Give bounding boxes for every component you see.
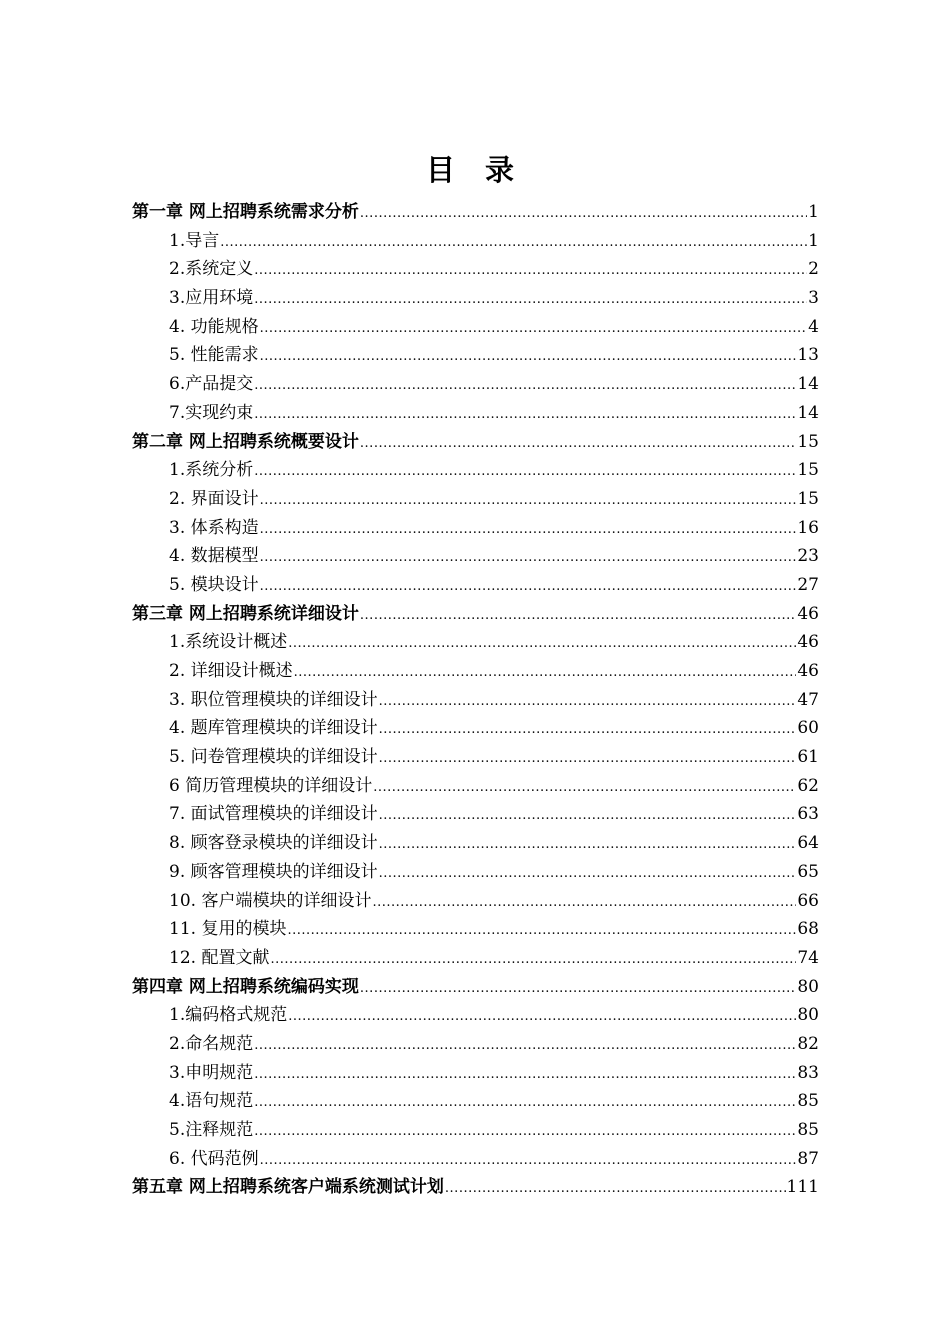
- toc-section-entry[interactable]: [132, 800, 819, 829]
- toc-dot-leader: [260, 544, 797, 573]
- toc-page-number: 61: [797, 747, 819, 768]
- toc-section-entry[interactable]: [132, 456, 819, 485]
- toc-entry-label: 6 简历管理模块的详细设计: [169, 775, 373, 796]
- toc-section-entry[interactable]: [132, 743, 819, 772]
- toc-page-number: 15: [797, 431, 819, 452]
- toc-page-number: 60: [797, 718, 819, 739]
- toc-dot-leader: [445, 1175, 786, 1204]
- toc-entry-label: 4.语句规范: [169, 1091, 254, 1112]
- toc-entry-label: 3.申明规范: [169, 1062, 254, 1083]
- toc-dot-leader: [379, 688, 797, 717]
- toc-chapter-entry[interactable]: [132, 428, 819, 457]
- toc-dot-leader: [260, 573, 797, 602]
- toc-page-number: 74: [797, 947, 819, 968]
- toc-entry-label: 3. 体系构造: [169, 517, 259, 538]
- toc-section-entry[interactable]: [132, 399, 819, 428]
- toc-chapter-entry[interactable]: [132, 973, 819, 1002]
- toc-entry-label: 1.导言: [169, 230, 220, 251]
- toc-section-entry[interactable]: [132, 944, 819, 973]
- toc-dot-leader: [379, 860, 797, 889]
- toc-section-entry[interactable]: [132, 485, 819, 514]
- toc-section-entry[interactable]: [132, 1030, 819, 1059]
- toc-dot-leader: [294, 659, 797, 688]
- toc-dot-leader: [254, 1032, 796, 1061]
- toc-entry-label: 4. 功能规格: [169, 316, 259, 337]
- toc-section-entry[interactable]: [132, 657, 819, 686]
- toc-list: [132, 198, 819, 1202]
- toc-entry-label: 4. 题库管理模块的详细设计: [169, 718, 378, 739]
- toc-entry-label: 1.系统设计概述: [169, 632, 288, 653]
- toc-page-number: 111: [786, 1177, 819, 1198]
- toc-entry-label: 11. 复用的模块: [169, 919, 287, 940]
- toc-dot-leader: [270, 946, 796, 975]
- toc-dot-leader: [254, 1089, 796, 1118]
- toc-section-entry[interactable]: [132, 313, 819, 342]
- toc-page-number: 65: [797, 861, 819, 882]
- toc-page-number: 1: [808, 230, 819, 251]
- toc-section-entry[interactable]: [132, 1087, 819, 1116]
- toc-page-number: 15: [797, 488, 819, 509]
- toc-dot-leader: [220, 229, 807, 258]
- toc-entry-label: 5. 问卷管理模块的详细设计: [169, 747, 378, 768]
- toc-page-number: 85: [797, 1120, 819, 1140]
- toc-dot-leader: [287, 917, 796, 946]
- toc-dot-leader: [288, 630, 796, 659]
- toc-section-entry[interactable]: [132, 514, 819, 543]
- toc-page-number: 46: [797, 603, 819, 624]
- toc-section-entry[interactable]: [132, 686, 819, 715]
- toc-entry-label: 4. 数据模型: [169, 546, 259, 567]
- toc-entry-label: 第三章 网上招聘系统详细设计: [132, 603, 359, 624]
- toc-page-number: 15: [797, 460, 819, 481]
- toc-section-entry[interactable]: [132, 571, 819, 600]
- toc-section-entry[interactable]: [132, 772, 819, 801]
- toc-entry-label: 5. 模块设计: [169, 574, 259, 595]
- toc-chapter-entry[interactable]: [132, 600, 819, 629]
- toc-page-number: 47: [797, 689, 819, 710]
- toc-page-number: 4: [808, 316, 819, 337]
- toc-entry-label: 第二章 网上招聘系统概要设计: [132, 431, 359, 452]
- toc-dot-leader: [260, 315, 808, 344]
- toc-dot-leader: [360, 200, 807, 229]
- toc-page-number: 82: [797, 1033, 819, 1054]
- toc-dot-leader: [288, 1003, 796, 1032]
- toc-section-entry[interactable]: [132, 1116, 819, 1145]
- toc-page-number: 3: [808, 288, 819, 309]
- toc-entry-label: 5.注释规范: [169, 1120, 254, 1140]
- toc-entry-label: 9. 顾客管理模块的详细设计: [169, 861, 378, 882]
- toc-dot-leader: [360, 602, 796, 631]
- toc-entry-label: 3.应用环境: [169, 288, 254, 309]
- toc-entry-label: 第一章 网上招聘系统需求分析: [132, 202, 359, 222]
- toc-page-number: 66: [797, 890, 819, 911]
- toc-entry-label: 7.实现约束: [169, 402, 254, 423]
- toc-page-number: 63: [797, 804, 819, 825]
- toc-page-number: 87: [797, 1148, 819, 1169]
- toc-entry-label: 2. 界面设计: [169, 488, 259, 509]
- toc-page-number: 27: [797, 574, 819, 595]
- toc-page-number: 46: [797, 632, 819, 653]
- toc-page-number: 80: [797, 1005, 819, 1026]
- toc-section-entry[interactable]: [132, 628, 819, 657]
- toc-entry-label: 7. 面试管理模块的详细设计: [169, 804, 378, 825]
- toc-dot-leader: [379, 802, 797, 831]
- toc-page-number: 80: [797, 976, 819, 997]
- toc-dot-leader: [360, 975, 796, 1004]
- toc-page-number: 2: [808, 259, 819, 280]
- toc-entry-label: 8. 顾客登录模块的详细设计: [169, 833, 378, 854]
- toc-title: 目 录: [425, 153, 525, 187]
- toc-dot-leader: [254, 1061, 796, 1090]
- toc-dot-leader: [254, 372, 796, 401]
- toc-page-number: 85: [797, 1091, 819, 1112]
- toc-section-entry[interactable]: [132, 714, 819, 743]
- toc-dot-leader: [372, 889, 796, 918]
- toc-dot-leader: [260, 516, 797, 545]
- toc-dot-leader: [254, 401, 796, 430]
- toc-page-number: 13: [797, 345, 819, 366]
- toc-dot-leader: [360, 430, 796, 459]
- toc-dot-leader: [373, 774, 796, 803]
- toc-section-entry[interactable]: [132, 1145, 819, 1174]
- toc-entry-label: 第五章 网上招聘系统客户端系统测试计划: [132, 1177, 444, 1198]
- toc-entry-label: 1.编码格式规范: [169, 1005, 288, 1026]
- toc-entry-label: 1.系统分析: [169, 460, 254, 481]
- toc-section-entry[interactable]: [132, 227, 819, 256]
- toc-entry-label: 5. 性能需求: [169, 345, 259, 366]
- toc-entry-label: 2.系统定义: [169, 259, 254, 280]
- toc-page-number: 16: [797, 517, 819, 538]
- toc-dot-leader: [254, 1118, 796, 1147]
- toc-dot-leader: [254, 257, 807, 286]
- toc-page-number: 68: [797, 919, 819, 940]
- toc-entry-label: 2. 详细设计概述: [169, 661, 293, 681]
- toc-page-number: 62: [797, 775, 819, 796]
- toc-dot-leader: [379, 745, 797, 774]
- toc-section-entry[interactable]: [132, 542, 819, 571]
- toc-entry-label: 2.命名规范: [169, 1033, 254, 1054]
- toc-entry-label: 第四章 网上招聘系统编码实现: [132, 976, 359, 997]
- toc-page-number: 83: [797, 1062, 819, 1083]
- toc-section-entry[interactable]: [132, 341, 819, 370]
- toc-section-entry[interactable]: [132, 284, 819, 313]
- toc-entry-label: 6. 代码范例: [169, 1148, 259, 1169]
- toc-dot-leader: [254, 458, 796, 487]
- toc-page-number: 1: [808, 202, 819, 222]
- toc-dot-leader: [379, 716, 797, 745]
- toc-entry-label: 12. 配置文献: [169, 947, 270, 968]
- toc-page-number: 46: [797, 661, 819, 681]
- toc-dot-leader: [254, 286, 807, 315]
- toc-chapter-entry[interactable]: [132, 198, 819, 227]
- toc-entry-label: 3. 职位管理模块的详细设计: [169, 689, 378, 710]
- toc-dot-leader: [260, 1147, 797, 1176]
- toc-page-number: 23: [797, 546, 819, 567]
- toc-section-entry[interactable]: [132, 858, 819, 887]
- toc-page-number: 64: [797, 833, 819, 854]
- toc-section-entry[interactable]: [132, 1059, 819, 1088]
- toc-dot-leader: [379, 831, 797, 860]
- toc-page-number: 14: [797, 374, 819, 395]
- toc-section-entry[interactable]: [132, 829, 819, 858]
- toc-entry-label: 10. 客户端模块的详细设计: [169, 890, 372, 911]
- toc-section-entry[interactable]: [132, 255, 819, 284]
- toc-section-entry[interactable]: [132, 915, 819, 944]
- toc-dot-leader: [260, 487, 797, 516]
- toc-section-entry[interactable]: [132, 370, 819, 399]
- toc-dot-leader: [260, 343, 797, 372]
- toc-entry-label: 6.产品提交: [169, 374, 254, 395]
- toc-chapter-entry[interactable]: [132, 1173, 819, 1202]
- toc-section-entry[interactable]: [132, 1001, 819, 1030]
- toc-section-entry[interactable]: [132, 887, 819, 916]
- toc-page-number: 14: [797, 402, 819, 423]
